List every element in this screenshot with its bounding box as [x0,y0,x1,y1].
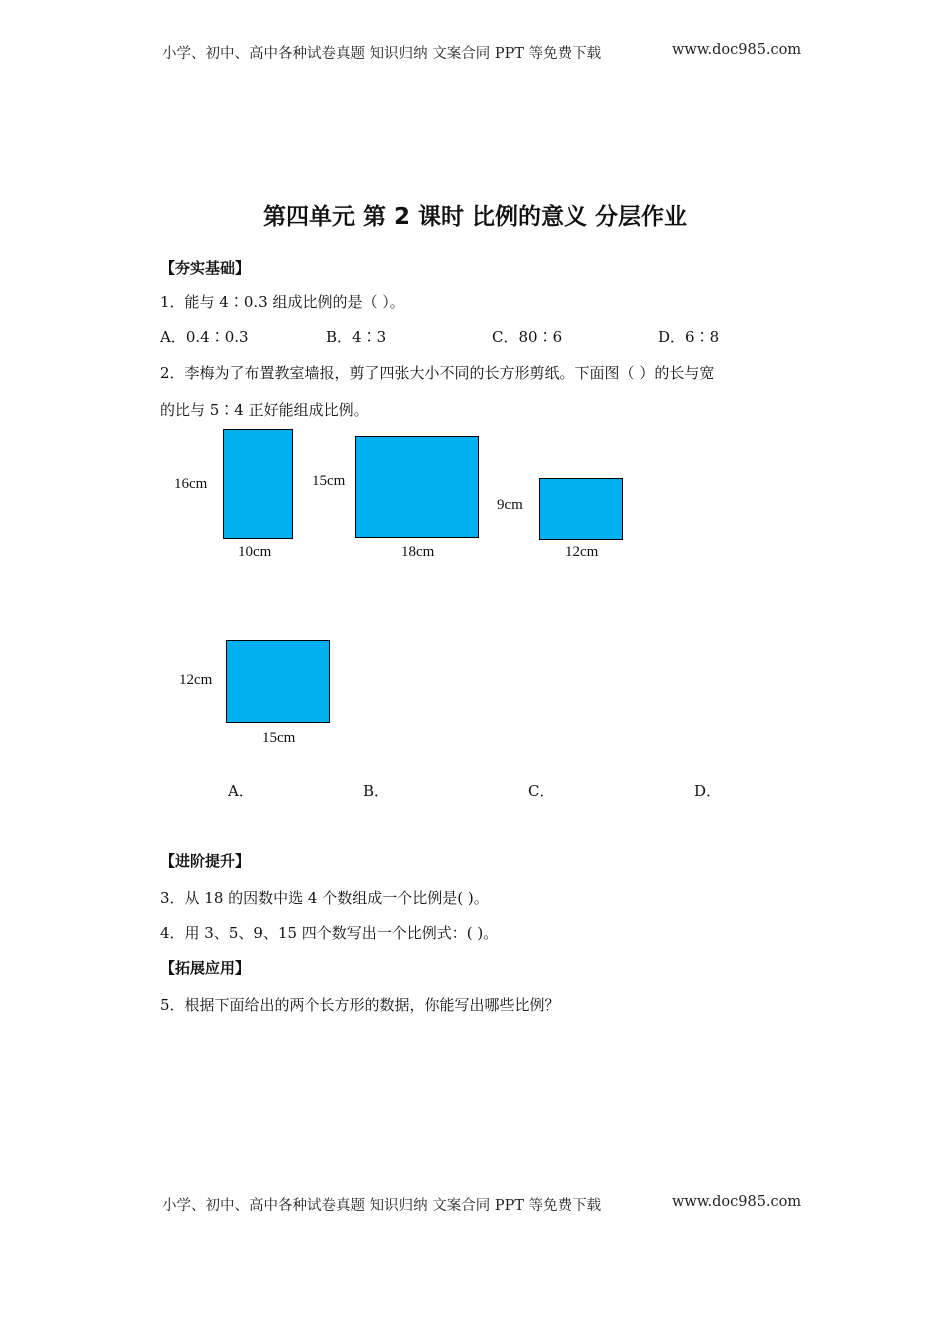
question-2-line2: 的比与 5∶4 正好能组成比例。 [160,401,369,419]
figure-d-rectangle [226,640,330,723]
q2-option-a: A． [228,782,254,800]
figure-a-height-label: 16cm [174,476,208,492]
section-heading-extension: 【拓展应用】 [160,959,251,977]
question-3: 3．从 18 的因数中选 4 个数组成一个比例是( )。 [160,889,489,907]
question-2-line1: 2．李梅为了布置教室墙报，剪了四张大小不同的长方形剪纸。下面图（ ）的长与宽 [160,364,715,382]
figure-b-width-label: 18cm [401,544,435,560]
figure-a-width-label: 10cm [238,544,272,560]
question-5: 5．根据下面给出的两个长方形的数据，你能写出哪些比例？ [160,996,560,1014]
figure-b-height-label: 15cm [312,473,346,489]
q2-option-d: D． [694,782,722,800]
figure-d-height-label: 12cm [179,672,213,688]
header-tagline: 小学、初中、高中各种试卷真题 知识归纳 文案合同 PPT 等免费下载 [162,46,602,62]
q1-option-b: B．4∶3 [326,328,387,346]
q2-option-b: B． [363,782,390,800]
figure-c-width-label: 12cm [565,544,599,560]
q1-option-c: C．80∶6 [492,328,563,346]
figure-c-rectangle [539,478,623,540]
footer-tagline: 小学、初中、高中各种试卷真题 知识归纳 文案合同 PPT 等免费下载 [162,1198,602,1214]
footer-website[interactable]: www.doc985.com [672,1194,802,1210]
section-heading-advanced: 【进阶提升】 [160,852,251,870]
figure-d-width-label: 15cm [262,730,296,746]
section-heading-basic: 【夯实基础】 [160,259,251,277]
q1-option-d: D．6∶8 [658,328,720,346]
figure-a-rectangle [223,429,293,539]
q2-option-c: C． [528,782,555,800]
figure-b-rectangle [355,436,479,538]
figure-c-height-label: 9cm [497,497,523,513]
q1-option-a: A．0.4∶0.3 [160,328,249,346]
question-1-stem: 1．能与 4∶0.3 组成比例的是（ ）。 [160,293,405,311]
page-title: 第四单元 第 2 课时 比例的意义 分层作业 [262,204,688,230]
question-4: 4．用 3、5、9、15 四个数写出一个比例式：( )。 [160,924,499,942]
header-website[interactable]: www.doc985.com [672,42,802,58]
